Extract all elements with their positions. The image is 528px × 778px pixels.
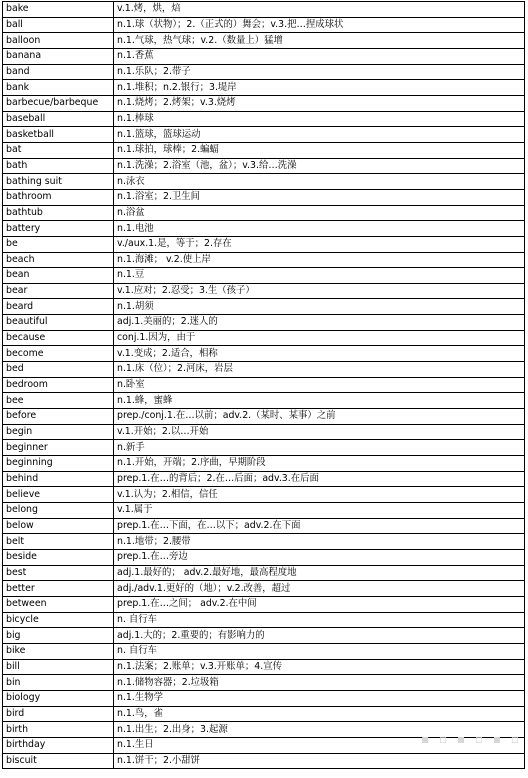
- table-row: [3, 283, 525, 299]
- definition-cell: v.1.烤，烘，焙: [114, 2, 525, 18]
- word-cell: barbecue/barbeque: [3, 95, 114, 111]
- word-cell: balloon: [3, 33, 114, 49]
- word-cell: begin: [3, 424, 114, 440]
- word-cell: beside: [3, 549, 114, 565]
- word-cell: bee: [3, 393, 114, 409]
- watermark: ▪ ▫ ▪ ▫ ▪ ▫: [421, 732, 522, 746]
- word-cell: bear: [3, 283, 114, 299]
- table-row: [3, 127, 525, 143]
- definition-cell: n.1.饼干；2.小甜饼: [114, 753, 525, 769]
- word-cell: beginning: [3, 456, 114, 472]
- definition-cell: conj.1.因为，由于: [114, 330, 525, 346]
- table-row: [3, 80, 525, 96]
- word-cell: beautiful: [3, 315, 114, 331]
- definition-cell: prep./conj.1.在…以前；adv.2.（某时、某事）之前: [114, 409, 525, 425]
- word-cell: belt: [3, 534, 114, 550]
- word-cell: behind: [3, 471, 114, 487]
- word-cell: bat: [3, 142, 114, 158]
- word-cell: battery: [3, 221, 114, 237]
- word-cell: bicycle: [3, 612, 114, 628]
- definition-cell: n.1.堆积；n.2.银行；3.堤岸: [114, 80, 525, 96]
- word-cell: be: [3, 236, 114, 252]
- word-cell: bin: [3, 675, 114, 691]
- word-cell: between: [3, 596, 114, 612]
- word-cell: bill: [3, 659, 114, 675]
- vocabulary-page: [2, 1, 524, 769]
- definition-cell: prep.1.在…的背后；2.在…后面；adv.3.在后面: [114, 471, 525, 487]
- table-row: [3, 581, 525, 597]
- vocabulary-table: [2, 1, 525, 769]
- definition-cell: n.1.烧烤；2.烤架；v.3.烧烤: [114, 95, 525, 111]
- definition-cell: n.1.鸟，雀: [114, 706, 525, 722]
- word-cell: banana: [3, 48, 114, 64]
- table-row: [3, 330, 525, 346]
- word-cell: believe: [3, 487, 114, 503]
- definition-cell: n.1.地带；2.腰带: [114, 534, 525, 550]
- table-row: [3, 534, 525, 550]
- table-row: [3, 377, 525, 393]
- definition-cell: v.1.属于: [114, 503, 525, 519]
- word-cell: bank: [3, 80, 114, 96]
- definition-cell: v.1.应对；2.忍受；3.生（孩子）: [114, 283, 525, 299]
- definition-cell: n.浴盆: [114, 205, 525, 221]
- definition-cell: n. 自行车: [114, 643, 525, 659]
- table-row: [3, 174, 525, 190]
- word-cell: below: [3, 518, 114, 534]
- definition-cell: n.新手: [114, 440, 525, 456]
- definition-cell: n.1.香蕉: [114, 48, 525, 64]
- table-row: [3, 362, 525, 378]
- word-cell: big: [3, 628, 114, 644]
- definition-cell: v.1.变成；2.适合，相称: [114, 346, 525, 362]
- table-row: [3, 205, 525, 221]
- vocabulary-table-body: [3, 2, 525, 769]
- table-row: [3, 487, 525, 503]
- word-cell: biscuit: [3, 753, 114, 769]
- table-row: [3, 221, 525, 237]
- word-cell: biology: [3, 690, 114, 706]
- word-cell: basketball: [3, 127, 114, 143]
- word-cell: bean: [3, 268, 114, 284]
- definition-cell: prep.1.在…之间； adv.2.在中间: [114, 596, 525, 612]
- table-row: [3, 158, 525, 174]
- definition-cell: n.1.开始，开端；2.序曲，早期阶段: [114, 456, 525, 472]
- definition-cell: adj./adv.1.更好的（地）；v.2.改善，超过: [114, 581, 525, 597]
- word-cell: bath: [3, 158, 114, 174]
- definition-cell: v.1.认为；2.相信，信任: [114, 487, 525, 503]
- definition-cell: n.1.乐队；2.带子: [114, 64, 525, 80]
- table-row: [3, 424, 525, 440]
- table-row: [3, 456, 525, 472]
- definition-cell: n.1.储物容器；2.垃圾箱: [114, 675, 525, 691]
- table-row: [3, 315, 525, 331]
- word-cell: baseball: [3, 111, 114, 127]
- table-row: [3, 393, 525, 409]
- table-row: [3, 659, 525, 675]
- table-row: [3, 17, 525, 33]
- table-row: [3, 628, 525, 644]
- table-row: [3, 48, 525, 64]
- word-cell: before: [3, 409, 114, 425]
- definition-cell: n. 自行车: [114, 612, 525, 628]
- word-cell: birth: [3, 722, 114, 738]
- table-row: [3, 299, 525, 315]
- table-row: [3, 95, 525, 111]
- table-row: [3, 111, 525, 127]
- word-cell: bike: [3, 643, 114, 659]
- definition-cell: prep.1.在…下面，在…以下；adv.2.在下面: [114, 518, 525, 534]
- definition-cell: n.1.床（位）；2.河床，岩层: [114, 362, 525, 378]
- table-row: [3, 440, 525, 456]
- definition-cell: n.1.球（状物）；2.（正式的）舞会；v.3.把…捏成球状: [114, 17, 525, 33]
- definition-cell: n.1.洗澡；2.浴室（池，盆）；v.3.给…洗澡: [114, 158, 525, 174]
- word-cell: best: [3, 565, 114, 581]
- table-row: [3, 471, 525, 487]
- table-row: [3, 675, 525, 691]
- word-cell: bathroom: [3, 189, 114, 205]
- definition-cell: n.1.胡须: [114, 299, 525, 315]
- definition-cell: n.1.球拍，球棒；2.蝙蝠: [114, 142, 525, 158]
- definition-cell: n.1.蜂，蜜蜂: [114, 393, 525, 409]
- definition-cell: n.1.气球，热气球；v.2.（数量上）猛增: [114, 33, 525, 49]
- table-row: [3, 33, 525, 49]
- word-cell: band: [3, 64, 114, 80]
- definition-cell: n.卧室: [114, 377, 525, 393]
- table-row: [3, 252, 525, 268]
- table-row: [3, 268, 525, 284]
- definition-cell: prep.1.在…旁边: [114, 549, 525, 565]
- word-cell: bird: [3, 706, 114, 722]
- definition-cell: n.1.篮球，篮球运动: [114, 127, 525, 143]
- table-row: [3, 503, 525, 519]
- table-row: [3, 690, 525, 706]
- definition-cell: v.1.开始；2.以…开始: [114, 424, 525, 440]
- table-row: [3, 64, 525, 80]
- definition-cell: n.1.生物学: [114, 690, 525, 706]
- definition-cell: n.1.电池: [114, 221, 525, 237]
- definition-cell: adj.1.美丽的；2.迷人的: [114, 315, 525, 331]
- table-row: [3, 753, 525, 769]
- table-row: [3, 549, 525, 565]
- definition-cell: n.1.海滩； v.2.使上岸: [114, 252, 525, 268]
- word-cell: bed: [3, 362, 114, 378]
- table-row: [3, 706, 525, 722]
- definition-cell: n.泳衣: [114, 174, 525, 190]
- word-cell: beach: [3, 252, 114, 268]
- word-cell: better: [3, 581, 114, 597]
- table-row: [3, 596, 525, 612]
- definition-cell: n.1.生日: [114, 737, 525, 753]
- definition-cell: v./aux.1.是，等于；2.存在: [114, 236, 525, 252]
- table-row: [3, 189, 525, 205]
- definition-cell: n.1.浴室；2.卫生间: [114, 189, 525, 205]
- table-row: [3, 565, 525, 581]
- word-cell: because: [3, 330, 114, 346]
- word-cell: beard: [3, 299, 114, 315]
- definition-cell: n.1.法案；2.账单；v.3.开账单；4.宣传: [114, 659, 525, 675]
- definition-cell: adj.1.最好的； adv.2.最好地，最高程度地: [114, 565, 525, 581]
- word-cell: bedroom: [3, 377, 114, 393]
- table-row: [3, 236, 525, 252]
- word-cell: belong: [3, 503, 114, 519]
- definition-cell: adj.1.大的；2.重要的；有影响力的: [114, 628, 525, 644]
- word-cell: birthday: [3, 737, 114, 753]
- table-row: [3, 142, 525, 158]
- word-cell: bathtub: [3, 205, 114, 221]
- table-row: [3, 518, 525, 534]
- word-cell: ball: [3, 17, 114, 33]
- definition-cell: n.1.棒球: [114, 111, 525, 127]
- table-row: [3, 643, 525, 659]
- word-cell: bake: [3, 2, 114, 18]
- word-cell: become: [3, 346, 114, 362]
- definition-cell: n.1.豆: [114, 268, 525, 284]
- table-row: [3, 2, 525, 18]
- word-cell: beginner: [3, 440, 114, 456]
- table-row: [3, 612, 525, 628]
- table-row: [3, 346, 525, 362]
- definition-cell: n.1.出生；2.出身；3.起源: [114, 722, 525, 738]
- table-row: [3, 409, 525, 425]
- word-cell: bathing suit: [3, 174, 114, 190]
